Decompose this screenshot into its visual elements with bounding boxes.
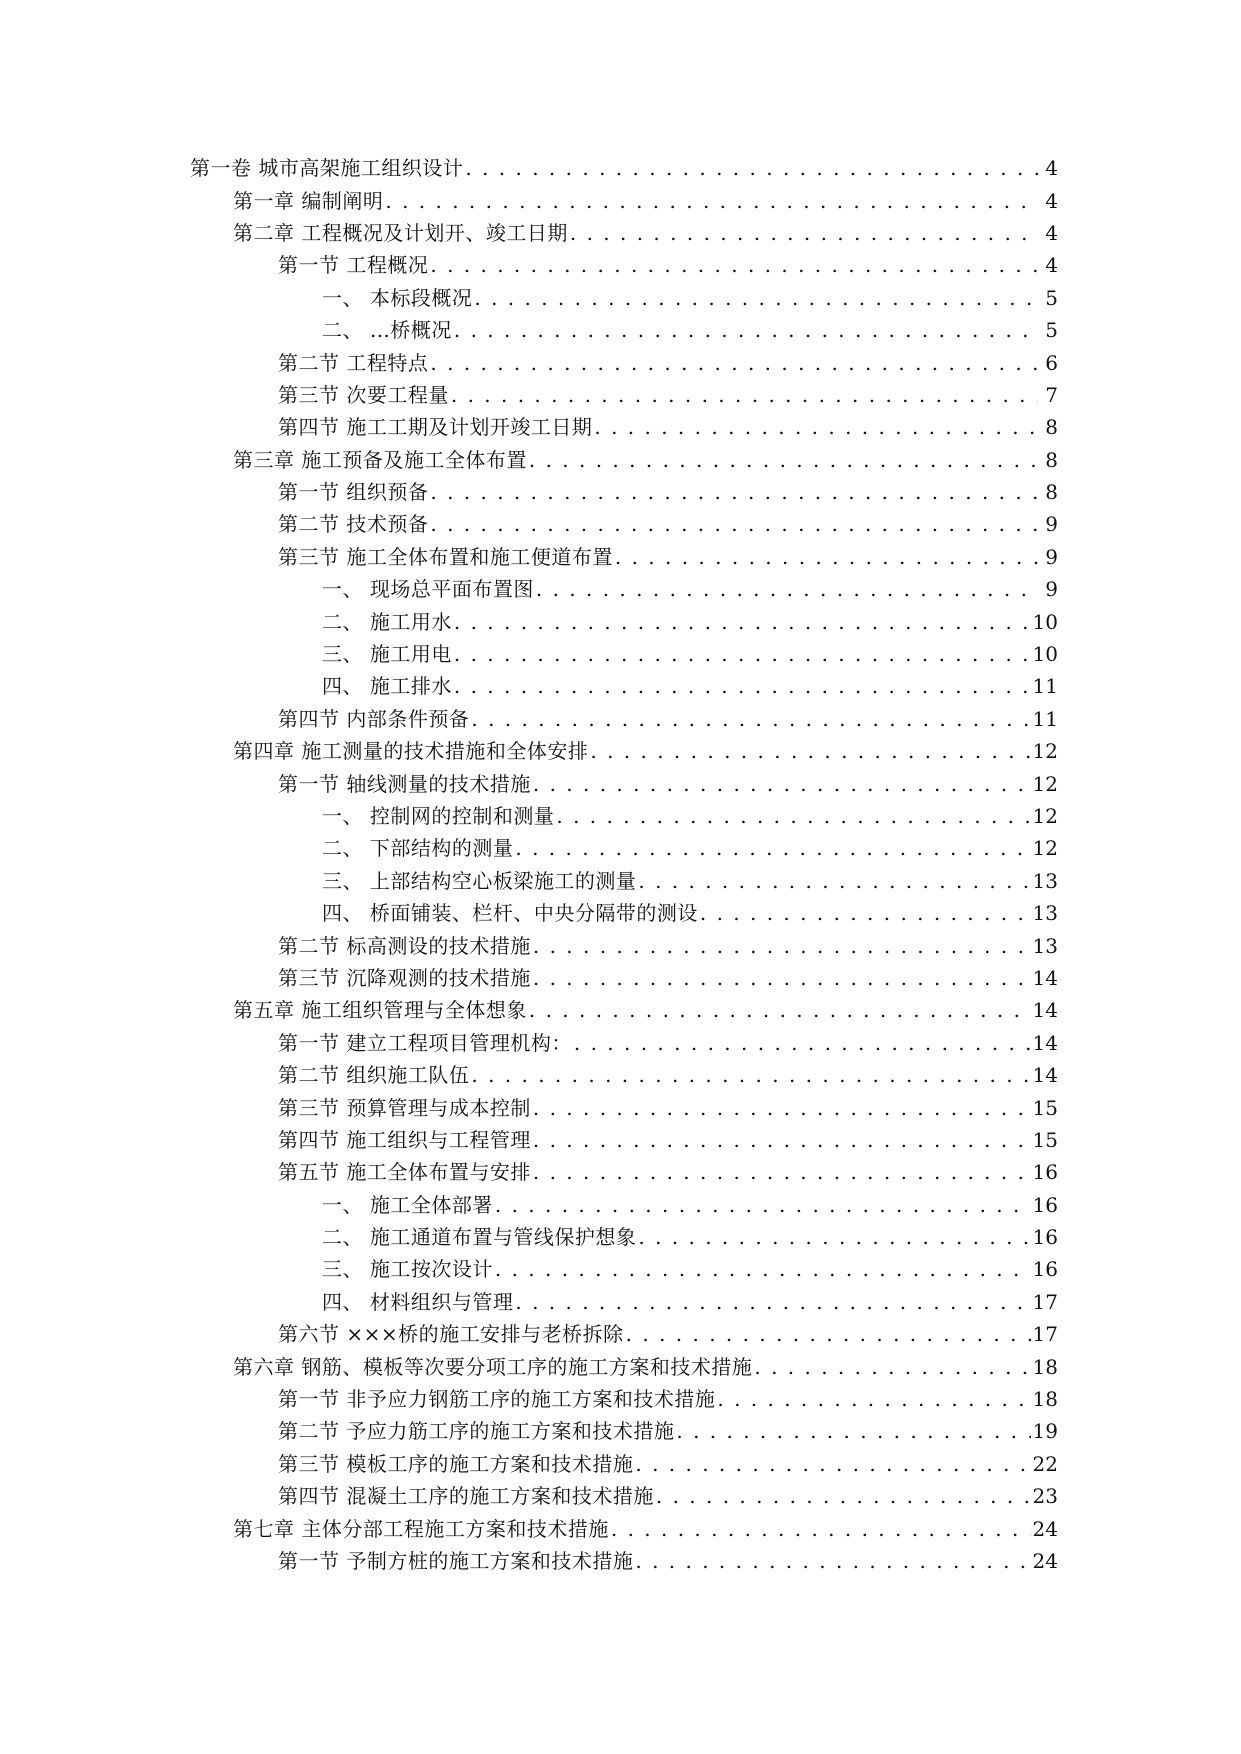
toc-dot-leader <box>430 508 1038 540</box>
toc-page-number: 18 <box>1032 1387 1058 1412</box>
toc-entry[interactable] <box>0 865 1241 897</box>
toc-dot-leader <box>754 1351 1030 1383</box>
toc-entry[interactable] <box>0 1286 1241 1318</box>
toc-entry-label: 四、 材料组织与管理 <box>322 1289 514 1314</box>
toc-page-number: 16 <box>1032 1225 1058 1250</box>
toc-dot-leader <box>635 1545 1030 1577</box>
toc-page-number: 4 <box>1045 253 1058 278</box>
toc-page-number: 7 <box>1045 382 1058 407</box>
toc-entry[interactable] <box>0 994 1241 1026</box>
toc-page-number: 15 <box>1032 1127 1058 1152</box>
toc-entry-label: 三、 施工用电 <box>322 642 452 667</box>
toc-page-number: 12 <box>1032 771 1058 796</box>
toc-entry[interactable] <box>0 1350 1241 1382</box>
toc-entry-label: 一、 本标段概况 <box>322 285 473 310</box>
toc-page-number: 13 <box>1032 901 1058 926</box>
toc-dot-leader <box>529 994 1031 1026</box>
toc-entry-label: 第三节 沉降观测的技术措施 <box>278 965 531 990</box>
toc-entry[interactable] <box>0 767 1241 799</box>
toc-page-number: 11 <box>1032 674 1058 699</box>
toc-entry-label: 第二节 组织施工队伍 <box>278 1063 470 1088</box>
toc-entry-label: 第一节 组织预备 <box>278 480 429 505</box>
toc-entry-label: 第五章 施工组织管理与全体想象 <box>233 998 527 1023</box>
toc-dot-leader <box>474 282 1038 314</box>
toc-entry[interactable] <box>0 703 1241 735</box>
toc-dot-leader <box>454 638 1031 670</box>
toc-entry[interactable] <box>0 184 1241 216</box>
toc-dot-leader <box>454 606 1031 638</box>
toc-dot-leader <box>656 1480 1031 1512</box>
toc-entry[interactable] <box>0 1545 1241 1577</box>
toc-dot-leader <box>471 703 1030 735</box>
toc-dot-leader <box>638 1221 1030 1253</box>
toc-entry-label: 第一节 予制方桩的施工方案和技术措施 <box>278 1548 634 1573</box>
toc-page-number: 4 <box>1045 188 1058 213</box>
toc-entry-label: 第四章 施工测量的技术措施和全体安排 <box>233 739 589 764</box>
toc-entry[interactable] <box>0 152 1241 184</box>
toc-entry[interactable] <box>0 1383 1241 1415</box>
toc-entry[interactable] <box>0 476 1241 508</box>
toc-entry[interactable] <box>0 411 1241 443</box>
toc-entry[interactable] <box>0 1091 1241 1123</box>
toc-entry-label: 第五节 施工全体布置与安排 <box>278 1160 531 1185</box>
toc-dot-leader <box>570 217 1038 249</box>
toc-dot-leader <box>533 930 1031 962</box>
toc-entry[interactable] <box>0 1318 1241 1350</box>
toc-dot-leader <box>533 768 1031 800</box>
toc-dot-leader <box>717 1383 1030 1415</box>
toc-entry[interactable] <box>0 249 1241 281</box>
toc-entry[interactable] <box>0 1059 1241 1091</box>
toc-entry-label: 第二节 予应力筋工序的施工方案和技术措施 <box>278 1419 675 1444</box>
toc-dot-leader <box>495 1189 1031 1221</box>
toc-entry-label: 第六章 钢筋、模板等次要分项工序的施工方案和技术措施 <box>233 1354 753 1379</box>
toc-dot-leader <box>430 347 1038 379</box>
toc-dot-leader <box>700 897 1031 929</box>
toc-entry[interactable] <box>0 735 1241 767</box>
toc-page-number: 14 <box>1032 1030 1058 1055</box>
toc-entry-label: 第四节 施工组织与工程管理 <box>278 1127 531 1152</box>
toc-dot-leader <box>590 735 1030 767</box>
toc-dot-leader <box>676 1415 1030 1447</box>
toc-dot-leader <box>626 1318 1031 1350</box>
toc-page-number: 22 <box>1032 1451 1058 1476</box>
toc-page-number: 9 <box>1045 512 1058 537</box>
toc-entry[interactable] <box>0 605 1241 637</box>
toc-entry-label: 第二节 技术预备 <box>278 512 429 537</box>
toc-entry[interactable] <box>0 1448 1241 1480</box>
toc-dot-leader <box>533 1124 1031 1156</box>
toc-dot-leader <box>638 865 1030 897</box>
toc-page-number: 14 <box>1032 965 1058 990</box>
toc-dot-leader <box>635 1448 1030 1480</box>
toc-dot-leader <box>465 152 1038 184</box>
toc-dot-leader <box>533 1156 1031 1188</box>
toc-dot-leader <box>574 1027 1031 1059</box>
toc-entry-label: 第四节 混凝土工序的施工方案和技术措施 <box>278 1484 654 1509</box>
toc-page-number: 4 <box>1045 220 1058 245</box>
toc-dot-leader <box>471 1059 1030 1091</box>
toc-entry-label: 第四节 内部条件预备 <box>278 706 470 731</box>
toc-page-number: 5 <box>1045 318 1058 343</box>
toc-dot-leader <box>430 476 1038 508</box>
toc-entry[interactable] <box>0 832 1241 864</box>
toc-entry[interactable] <box>0 346 1241 378</box>
table-of-contents <box>0 152 1241 1577</box>
toc-entry-label: 第一节 非予应力钢筋工序的施工方案和技术措施 <box>278 1387 716 1412</box>
toc-page-number: 13 <box>1032 868 1058 893</box>
toc-entry-label: 第三节 次要工程量 <box>278 382 449 407</box>
toc-entry[interactable] <box>0 541 1241 573</box>
toc-entry[interactable] <box>0 1027 1241 1059</box>
toc-page-number: 18 <box>1032 1354 1058 1379</box>
toc-page-number: 16 <box>1032 1160 1058 1185</box>
toc-entry[interactable] <box>0 1156 1241 1188</box>
toc-dot-leader <box>451 379 1038 411</box>
toc-entry[interactable] <box>0 1253 1241 1285</box>
toc-page-number: 4 <box>1045 156 1058 181</box>
toc-entry[interactable] <box>0 1189 1241 1221</box>
toc-page-number: 14 <box>1032 1063 1058 1088</box>
toc-dot-leader <box>515 1286 1030 1318</box>
toc-entry-label: 三、 施工按次设计 <box>322 1257 493 1282</box>
toc-entry-label: 第一节 建立工程项目管理机构： <box>278 1030 572 1055</box>
toc-dot-leader <box>385 185 1038 217</box>
toc-page-number: 12 <box>1032 804 1058 828</box>
toc-entry-label: 第二节 工程特点 <box>278 350 429 375</box>
toc-entry[interactable] <box>0 670 1241 702</box>
toc-entry[interactable] <box>0 1480 1241 1512</box>
toc-dot-leader <box>615 541 1038 573</box>
toc-entry[interactable] <box>0 379 1241 411</box>
toc-page-number: 8 <box>1045 480 1058 505</box>
toc-entry-label: 第一章 编制阐明 <box>233 188 384 213</box>
toc-entry-label: 四、 桥面铺装、栏杆、中央分隔带的测设 <box>322 901 698 926</box>
toc-entry[interactable] <box>0 929 1241 961</box>
toc-entry-label: 三、 上部结构空心板梁施工的测量 <box>322 868 637 893</box>
toc-page-number: 8 <box>1045 415 1058 440</box>
toc-entry-label: 一、 施工全体部署 <box>322 1192 493 1217</box>
toc-page-number: 17 <box>1032 1289 1058 1314</box>
toc-entry[interactable] <box>0 962 1241 994</box>
toc-page-number: 16 <box>1032 1257 1058 1282</box>
toc-dot-leader <box>536 573 1038 605</box>
toc-entry-label: 第一节 轴线测量的技术措施 <box>278 771 531 796</box>
toc-page-number: 19 <box>1032 1419 1058 1444</box>
toc-entry-label: 二、 …桥概况 <box>322 318 452 343</box>
toc-dot-leader <box>529 444 1038 476</box>
toc-page-number: 11 <box>1032 706 1058 731</box>
toc-entry-label: 第七章 主体分部工程施工方案和技术措施 <box>233 1516 609 1541</box>
toc-entry-label: 第六节 ×××桥的施工安排与老桥拆除 <box>278 1322 624 1347</box>
toc-page-number: 16 <box>1032 1192 1058 1217</box>
toc-entry-label: 第一卷 城市高架施工组织设计 <box>190 156 464 181</box>
toc-entry[interactable] <box>0 314 1241 346</box>
toc-entry[interactable] <box>0 897 1241 929</box>
toc-entry[interactable] <box>0 1415 1241 1447</box>
toc-page-number: 23 <box>1032 1484 1058 1509</box>
toc-dot-leader <box>454 314 1038 346</box>
toc-page-number: 24 <box>1032 1516 1058 1541</box>
toc-page-number: 13 <box>1032 933 1058 958</box>
toc-page-number: 8 <box>1045 447 1058 472</box>
toc-entry-label: 二、 施工通道布置与管线保护想象 <box>322 1225 637 1250</box>
toc-page-number: 17 <box>1032 1322 1058 1347</box>
toc-entry-label: 第一节 工程概况 <box>278 253 429 278</box>
toc-page-number: 5 <box>1045 285 1058 310</box>
toc-entry-label: 第三节 模板工序的施工方案和技术措施 <box>278 1451 634 1476</box>
toc-dot-leader <box>611 1513 1031 1545</box>
toc-entry[interactable] <box>0 508 1241 540</box>
toc-entry[interactable] <box>0 1221 1241 1253</box>
toc-entry[interactable] <box>0 638 1241 670</box>
toc-entry-label: 第三节 预算管理与成本控制 <box>278 1095 531 1120</box>
toc-dot-leader <box>430 249 1038 281</box>
toc-entry-label: 四、 施工排水 <box>322 674 452 699</box>
toc-page-number: 9 <box>1045 544 1058 569</box>
toc-dot-leader <box>495 1253 1031 1285</box>
toc-page-number: 12 <box>1032 739 1058 764</box>
toc-entry-label: 一、 现场总平面布置图 <box>322 577 534 602</box>
toc-page-number: 10 <box>1032 609 1058 634</box>
toc-entry[interactable] <box>0 217 1241 249</box>
toc-page-number: 12 <box>1032 836 1058 861</box>
toc-entry[interactable] <box>0 1512 1241 1544</box>
toc-entry[interactable] <box>0 1124 1241 1156</box>
toc-page-number: 14 <box>1032 998 1058 1023</box>
toc-page-number: 15 <box>1032 1095 1058 1120</box>
toc-dot-leader <box>556 800 1030 832</box>
toc-page-number: 10 <box>1032 642 1058 667</box>
toc-entry-label: 第二章 工程概况及计划开、竣工日期 <box>233 220 568 245</box>
toc-dot-leader <box>533 1092 1031 1124</box>
toc-entry[interactable] <box>0 573 1241 605</box>
toc-entry[interactable] <box>0 444 1241 476</box>
toc-entry-label: 一、 控制网的控制和测量 <box>322 804 555 828</box>
toc-page-number: 24 <box>1032 1548 1058 1573</box>
toc-dot-leader <box>533 962 1031 994</box>
toc-entry-label: 第四节 施工工期及计划开竣工日期 <box>278 415 593 440</box>
toc-entry-label: 第三节 施工全体布置和施工便道布置 <box>278 544 613 569</box>
toc-entry[interactable] <box>0 282 1241 314</box>
toc-entry[interactable] <box>0 800 1241 832</box>
toc-entry-label: 二、 施工用水 <box>322 609 452 634</box>
toc-dot-leader <box>515 832 1030 864</box>
toc-page-number: 9 <box>1045 577 1058 602</box>
toc-entry-label: 第三章 施工预备及施工全体布置 <box>233 447 527 472</box>
toc-entry-label: 二、 下部结构的测量 <box>322 836 514 861</box>
toc-page-number: 6 <box>1045 350 1058 375</box>
toc-dot-leader <box>594 411 1038 443</box>
toc-entry-label: 第二节 标高测设的技术措施 <box>278 933 531 958</box>
toc-dot-leader <box>454 670 1031 702</box>
